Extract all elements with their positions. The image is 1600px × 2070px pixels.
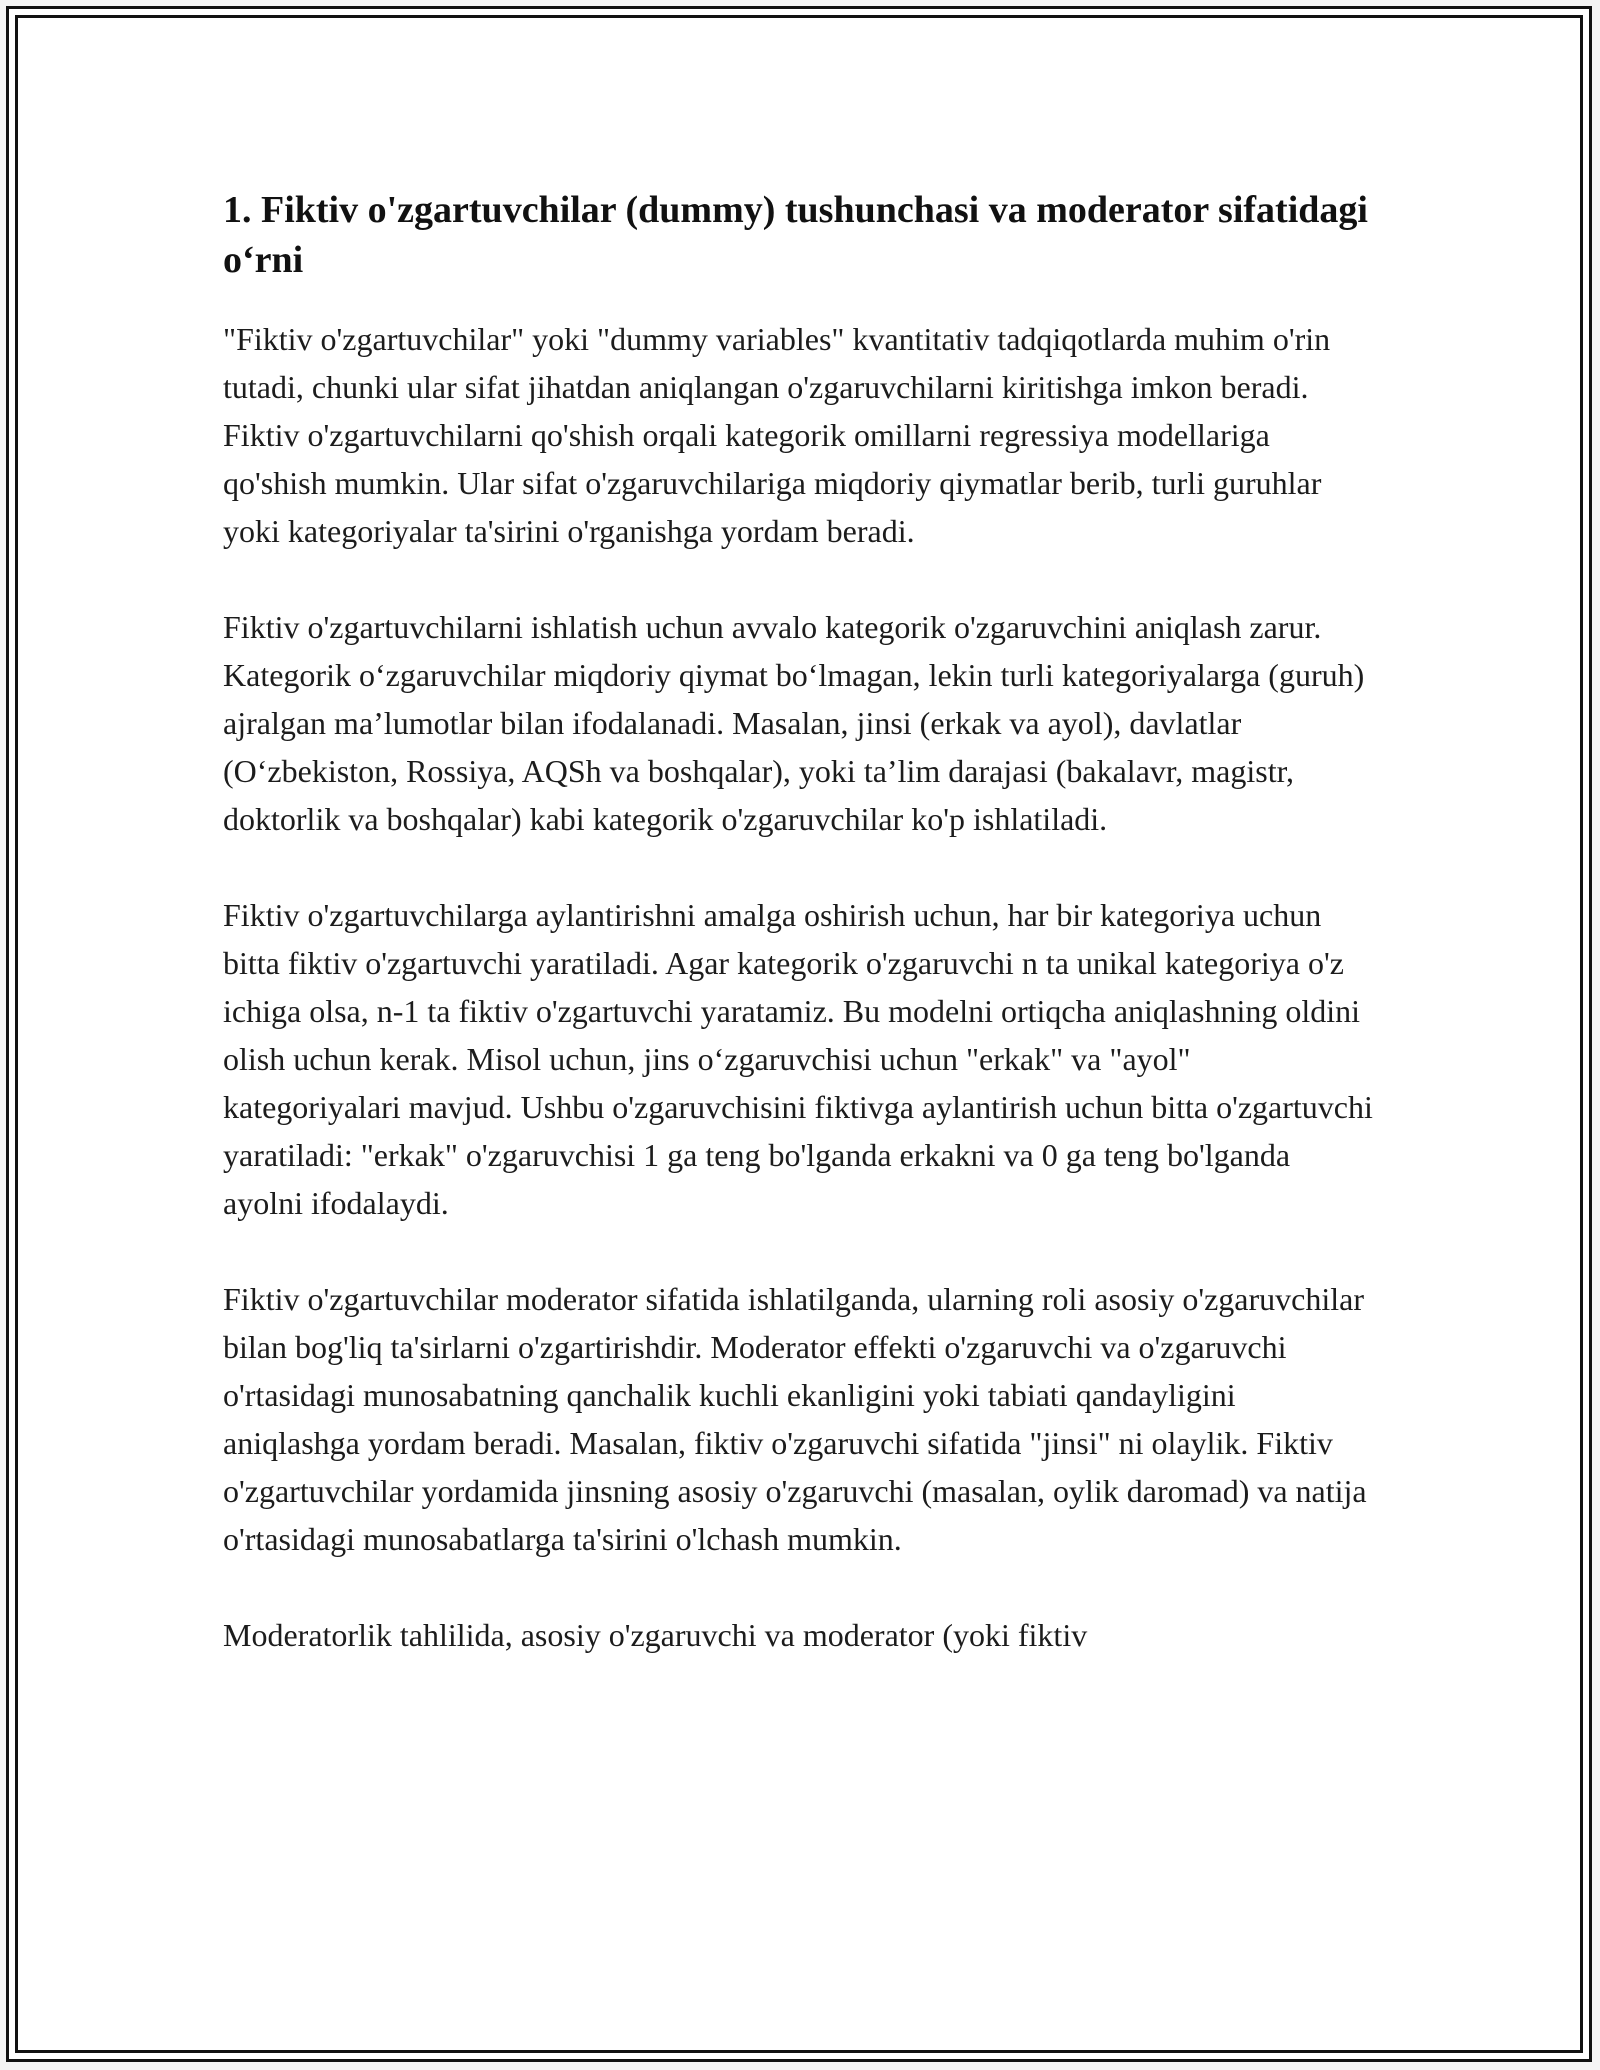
- paragraph-5: Moderatorlik tahlilida, asosiy o'zgaruvchi va moderator (yoki fiktiv: [223, 1617, 1088, 1653]
- document-content: [223, 185, 1373, 1707]
- paragraph-1: "Fiktiv o'zgartuvchilar" yoki "dummy variables" kvantitativ tadqiqotlarda muhim o'rin tutadi, chunki ular sifat jihatdan aniqlangan o'zgaruvchilarni kiritishga imkon beradi. Fiktiv o'zgartuvchilarni qo'shish orqali kategorik omillarni regressiya modellariga qo'shish mumkin. Ular sifat o'zgaruvchilariga miqdoriy qiymatlar berib, turli guruhlar yoki kategoriyalar ta'sirini o'rganishga yordam beradi.: [223, 321, 1331, 549]
- paragraph-2: Fiktiv o'zgartuvchilarni ishlatish uchun avvalo kategorik o'zgaruvchini aniqlash zarur. Kategorik o‘zgaruvchilar miqdoriy qiymat bo‘lmagan, lekin turli kategoriyalarga (guruh) ajralgan ma’lumotlar bilan ifodalanadi. Masalan, jinsi (erkak va ayol), davlatlar (O‘zbekiston, Rossiya, AQSh va boshqalar), yoki ta’lim darajasi (bakalavr, magistr, doktorlik va boshqalar) kabi kategorik o'zgaruvchilar ko'p ishlatiladi.: [223, 609, 1365, 837]
- paragraph-4: Fiktiv o'zgartuvchilar moderator sifatida ishlatilganda, ularning roli asosiy o'zgaruvchilar bilan bog'liq ta'sirlarni o'zgartirishdir. Moderator effekti o'zgaruvchi va o'zgaruvchi o'rtasidagi munosabatning qanchalik kuchli ekanligini yoki tabiati qandayligini aniqlashga yordam beradi. Masalan, fiktiv o'zgaruvchi sifatida "jinsi" ni olaylik. Fiktiv o'zgartuvchilar yordamida jinsning asosiy o'zgaruvchi (masalan, oylik daromad) va natija o'rtasidagi munosabatlarga ta'sirini o'lchash mumkin.: [223, 1281, 1367, 1557]
- section-heading: 1. Fiktiv o'zgartuvchilar (dummy) tushunchasi va moderator sifatidagi o‘rni: [223, 189, 1368, 281]
- paragraph-3: Fiktiv o'zgartuvchilarga aylantirishni amalga oshirish uchun, har bir kategoriya uchun bitta fiktiv o'zgartuvchi yaratiladi. Agar kategorik o'zgaruvchi n ta unikal kategoriya o'z ichiga olsa, n-1 ta fiktiv o'zgartuvchi yaratamiz. Bu modelni ortiqcha aniqlashning oldini olish uchun kerak. Misol uchun, jins o‘zgaruvchisi uchun "erkak" va "ayol" kategoriyalari mavjud. Ushbu o'zgaruvchisini fiktivga aylantirish uchun bitta o'zgartuvchi yaratiladi: "erkak" o'zgaruvchisi 1 ga teng bo'lganda erkakni va 0 ga teng bo'lganda ayolni ifodalaydi.: [223, 897, 1373, 1221]
